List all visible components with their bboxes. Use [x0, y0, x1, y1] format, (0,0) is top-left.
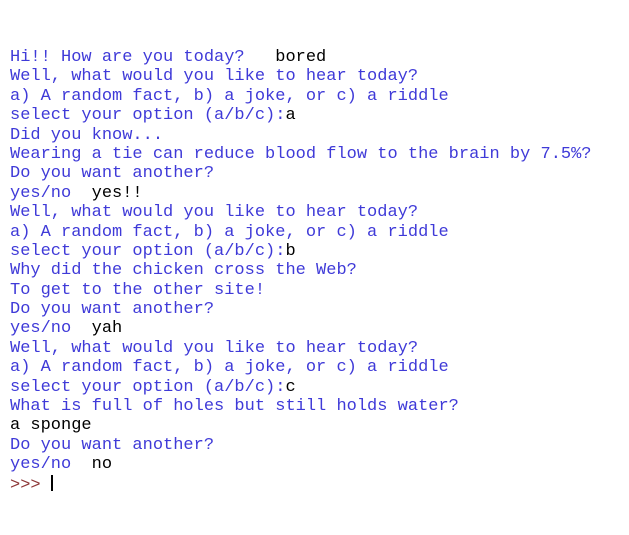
console-line [10, 436, 629, 455]
console-line [10, 203, 629, 222]
console-output-text: select your option (a/b/c): [10, 106, 286, 126]
console-output-text: a) A random fact, b) a joke, or c) a riddle [10, 358, 449, 378]
console-output-text: yes/no [10, 183, 72, 203]
text-cursor [51, 475, 53, 491]
console-line [10, 281, 629, 300]
shell-prompt: >>> [10, 475, 51, 495]
console-line [10, 261, 629, 280]
console-output-text: Do you want another? [10, 435, 215, 455]
console-output-text: a) A random fact, b) a joke, or c) a riddle [10, 86, 449, 106]
console-line [10, 358, 629, 377]
console-line [10, 475, 629, 494]
user-input-text: bored [244, 48, 327, 67]
console-line [10, 87, 629, 106]
user-input-text: a sponge [10, 416, 92, 436]
console-line [10, 126, 629, 145]
console-output-text: To get to the other site! [10, 280, 266, 300]
console-output-text: Wearing a tie can reduce blood flow to the brain by 7.5%? [10, 144, 592, 164]
console-output-text: select your option (a/b/c): [10, 377, 286, 397]
user-input-text: c [285, 377, 296, 397]
console-line [10, 416, 629, 435]
console-output-text: Well, what would you like to hear today? [10, 338, 419, 358]
console-line [10, 455, 629, 474]
console-output-text: Well, what would you like to hear today? [10, 67, 419, 87]
console-line [10, 300, 629, 319]
user-input-text: a [285, 106, 296, 126]
console-line [10, 397, 629, 416]
console-line [10, 242, 629, 261]
user-input-text: yah [71, 319, 123, 339]
console-output-text: a) A random fact, b) a joke, or c) a riddle [10, 222, 449, 242]
user-input-text: yes!! [71, 183, 143, 203]
console-line [10, 106, 629, 125]
console-line [10, 184, 629, 203]
console-line [10, 48, 629, 67]
console-line [10, 223, 629, 242]
console-output-text: Why did the chicken cross the Web? [10, 261, 357, 281]
console-line [10, 339, 629, 358]
console-output-text: What is full of holes but still holds water? [10, 397, 459, 417]
console-output-text: Well, what would you like to hear today? [10, 203, 419, 223]
user-input-text: b [285, 241, 296, 261]
console-line [10, 67, 629, 86]
console-line [10, 145, 629, 164]
console-output-text: Do you want another? [10, 300, 215, 320]
console-line [10, 378, 629, 397]
console-output-text: yes/no [10, 319, 72, 339]
console-output-text: Did you know... [10, 125, 164, 145]
user-input-text: no [71, 455, 113, 475]
console-output-text: yes/no [10, 455, 72, 475]
console-output-text: Do you want another? [10, 164, 215, 184]
console-line [10, 164, 629, 183]
console-output-text: select your option (a/b/c): [10, 241, 286, 261]
console-output-text: Hi!! How are you today? [10, 48, 245, 67]
console-line [10, 319, 629, 338]
